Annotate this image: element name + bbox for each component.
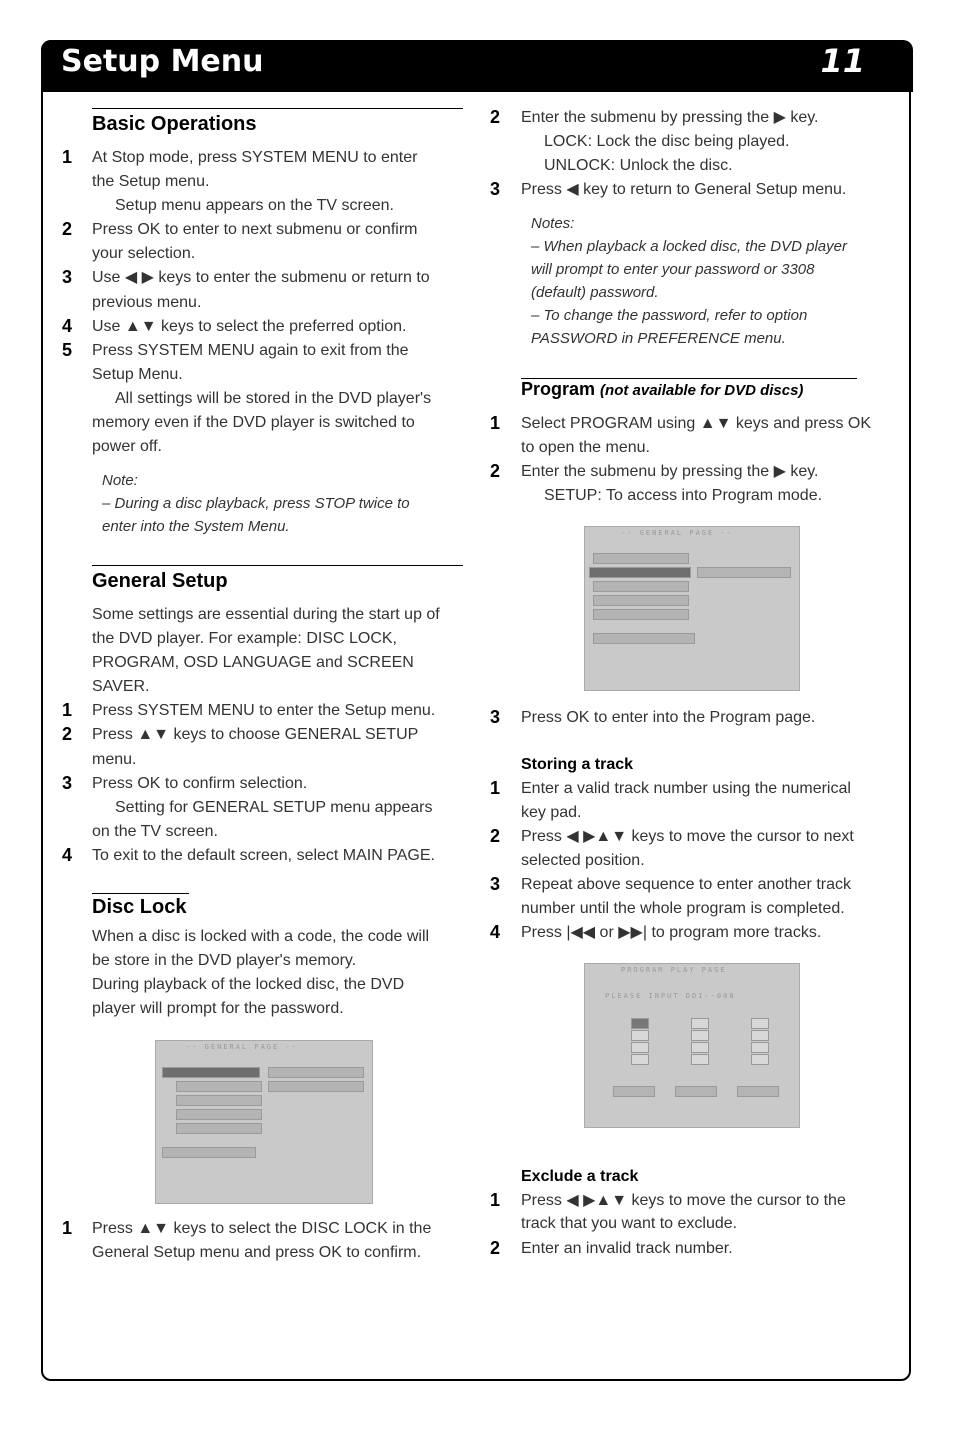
- text-line: Repeat above sequence to enter another track: [521, 876, 851, 893]
- note-text: enter into the System Menu.: [102, 518, 290, 535]
- text-line: to open the menu.: [521, 439, 650, 456]
- step-number: 2: [62, 724, 73, 744]
- text-line: Press ◀ ▶▲▼ keys to move the cursor to the: [521, 1192, 846, 1209]
- note-text: – To change the password, refer to option: [531, 307, 808, 324]
- text-line: Press SYSTEM MENU to enter the Setup menu.: [92, 702, 436, 719]
- notes-label: Notes:: [531, 215, 575, 232]
- menu-bar: [176, 1123, 262, 1134]
- step-number: 1: [62, 700, 73, 720]
- text-line: During playback of the locked disc, the DVD: [92, 976, 405, 993]
- general-page-screenshot-disclock: [155, 1040, 373, 1204]
- screen-title: PROGRAM PLAY PAGE: [621, 966, 727, 974]
- step-number: 2: [490, 1238, 501, 1258]
- text-line: power off.: [92, 438, 162, 455]
- track-cell: [691, 1042, 709, 1053]
- note-text: – During a disc playback, press STOP twice to: [102, 495, 410, 512]
- track-cell: [631, 1042, 649, 1053]
- text-line: your selection.: [92, 245, 196, 262]
- text-line: track that you want to exclude.: [521, 1215, 738, 1232]
- text-line: Use ▲▼ keys to select the preferred option.: [92, 318, 407, 335]
- text-line: Use ◀ ▶ keys to enter the submenu or return to: [92, 269, 430, 286]
- menu-bar-selected: [162, 1067, 260, 1078]
- menu-bar: [176, 1109, 262, 1120]
- text-line: UNLOCK: Unlock the disc.: [544, 157, 733, 174]
- menu-bar-selected: [589, 567, 691, 578]
- text-line: Setup menu appears on the TV screen.: [115, 197, 394, 214]
- step-number: 1: [62, 147, 73, 167]
- text-line: the DVD player. For example: DISC LOCK,: [92, 630, 397, 647]
- step-number: 3: [490, 874, 501, 894]
- text-line: Enter a valid track number using the numerical: [521, 780, 851, 797]
- track-cell-selected: [631, 1018, 649, 1029]
- text-line: Some settings are essential during the start up of: [92, 606, 440, 623]
- menu-bar: [593, 609, 689, 620]
- step-number: 1: [490, 778, 501, 798]
- clear-button-bar: [613, 1086, 655, 1097]
- text-line: Enter an invalid track number.: [521, 1240, 733, 1257]
- exit-button-bar: [737, 1086, 779, 1097]
- note-text: PASSWORD in PREFERENCE menu.: [531, 330, 786, 347]
- step-number: 4: [490, 922, 501, 942]
- submenu-bar: [268, 1081, 364, 1092]
- track-cell: [751, 1030, 769, 1041]
- submenu-bar: [697, 567, 791, 578]
- disc-lock-heading: Disc Lock: [92, 896, 187, 918]
- text-line: be store in the DVD player's memory.: [92, 952, 357, 969]
- step-number: 3: [490, 707, 501, 727]
- main-page-bar: [162, 1147, 256, 1158]
- note-label: Note:: [102, 472, 138, 489]
- text-line: Setting for GENERAL SETUP menu appears: [115, 799, 433, 816]
- track-cell: [691, 1030, 709, 1041]
- text-line: Enter the submenu by pressing the ▶ key.: [521, 109, 819, 126]
- text-line: At Stop mode, press SYSTEM MENU to enter: [92, 149, 418, 166]
- track-cell: [751, 1018, 769, 1029]
- text-line: General Setup menu and press OK to confirm.: [92, 1244, 422, 1261]
- section-rule: [92, 108, 463, 109]
- track-cell: [631, 1054, 649, 1065]
- text-line: on the TV screen.: [92, 823, 218, 840]
- text-line: Press ◀ ▶▲▼ keys to move the cursor to next: [521, 828, 854, 845]
- track-cell: [751, 1054, 769, 1065]
- note-text: will prompt to enter your password or 3308: [531, 261, 815, 278]
- text-line: number until the whole program is completed.: [521, 900, 845, 917]
- step-number: 1: [490, 1190, 501, 1210]
- text-line: selected position.: [521, 852, 645, 869]
- text-line: the Setup menu.: [92, 173, 210, 190]
- menu-bar: [176, 1081, 262, 1092]
- text-line: Press SYSTEM MENU again to exit from the: [92, 342, 409, 359]
- screen-prompt: PLEASE INPUT DDI--008: [605, 992, 736, 1000]
- step-number: 4: [62, 845, 73, 865]
- step-number: 3: [62, 267, 73, 287]
- track-cell: [751, 1042, 769, 1053]
- menu-bar: [176, 1095, 262, 1106]
- menu-bar: [593, 553, 689, 564]
- general-page-screenshot-program: [584, 526, 800, 691]
- submenu-bar: [268, 1067, 364, 1078]
- text-line: Press OK to enter to next submenu or confirm: [92, 221, 418, 238]
- section-rule: [92, 565, 463, 566]
- text-line: SAVER.: [92, 678, 150, 695]
- storing-heading: Storing a track: [521, 756, 634, 773]
- program-heading: [521, 376, 803, 404]
- program-heading-text: Program: [521, 379, 596, 399]
- step-number: 2: [490, 107, 501, 127]
- note-text: (default) password.: [531, 284, 659, 301]
- text-line: When a disc is locked with a code, the code will: [92, 928, 430, 945]
- text-line: Press OK to confirm selection.: [92, 775, 308, 792]
- step-number: 5: [62, 340, 73, 360]
- text-line: Select PROGRAM using ▲▼ keys and press OK: [521, 415, 872, 432]
- step-number: 1: [62, 1218, 73, 1238]
- text-line: player will prompt for the password.: [92, 1000, 344, 1017]
- text-line: menu.: [92, 751, 137, 768]
- page-header: [41, 40, 913, 92]
- track-cell: [631, 1030, 649, 1041]
- exclude-heading: Exclude a track: [521, 1168, 639, 1185]
- step-number: 3: [62, 773, 73, 793]
- step-number: 4: [62, 316, 73, 336]
- text-line: Press ▲▼ keys to choose GENERAL SETUP: [92, 726, 419, 743]
- step-number: 3: [490, 179, 501, 199]
- screen-title: -- GENERAL PAGE --: [186, 1043, 298, 1051]
- basic-operations-heading: Basic Operations: [92, 113, 257, 135]
- text-line: previous menu.: [92, 294, 202, 311]
- text-line: Setup Menu.: [92, 366, 183, 383]
- step-number: 2: [62, 219, 73, 239]
- step-number: 2: [490, 826, 501, 846]
- step-number: 2: [490, 461, 501, 481]
- page-title: Setup Menu: [61, 44, 264, 79]
- text-line: Press ▲▼ keys to select the DISC LOCK in the: [92, 1220, 432, 1237]
- program-heading-note: (not available for DVD discs): [600, 382, 804, 399]
- note-text: – When playback a locked disc, the DVD player: [531, 238, 847, 255]
- text-line: To exit to the default screen, select MAIN PAGE.: [92, 847, 435, 864]
- track-cell: [691, 1054, 709, 1065]
- text-line: PROGRAM, OSD LANGUAGE and SCREEN: [92, 654, 414, 671]
- text-line: memory even if the DVD player is switched to: [92, 414, 415, 431]
- step-number: 1: [490, 413, 501, 433]
- text-line: key pad.: [521, 804, 582, 821]
- main-page-bar: [593, 633, 695, 644]
- text-line: Enter the submenu by pressing the ▶ key.: [521, 463, 819, 480]
- text-line: SETUP: To access into Program mode.: [544, 487, 823, 504]
- text-line: Press OK to enter into the Program page.: [521, 709, 816, 726]
- page-number: 11: [820, 42, 865, 80]
- text-line: Press |◀◀ or ▶▶| to program more tracks.: [521, 924, 822, 941]
- prog-button-bar: [675, 1086, 717, 1097]
- program-play-page-screenshot: [584, 963, 800, 1128]
- text-line: LOCK: Lock the disc being played.: [544, 133, 790, 150]
- text-line: All settings will be stored in the DVD player's: [115, 390, 432, 407]
- general-setup-heading: General Setup: [92, 570, 228, 592]
- menu-bar: [593, 581, 689, 592]
- track-cell: [691, 1018, 709, 1029]
- menu-bar: [593, 595, 689, 606]
- screen-title: -- GENERAL PAGE --: [621, 529, 733, 537]
- text-line: Press ◀ key to return to General Setup menu.: [521, 181, 847, 198]
